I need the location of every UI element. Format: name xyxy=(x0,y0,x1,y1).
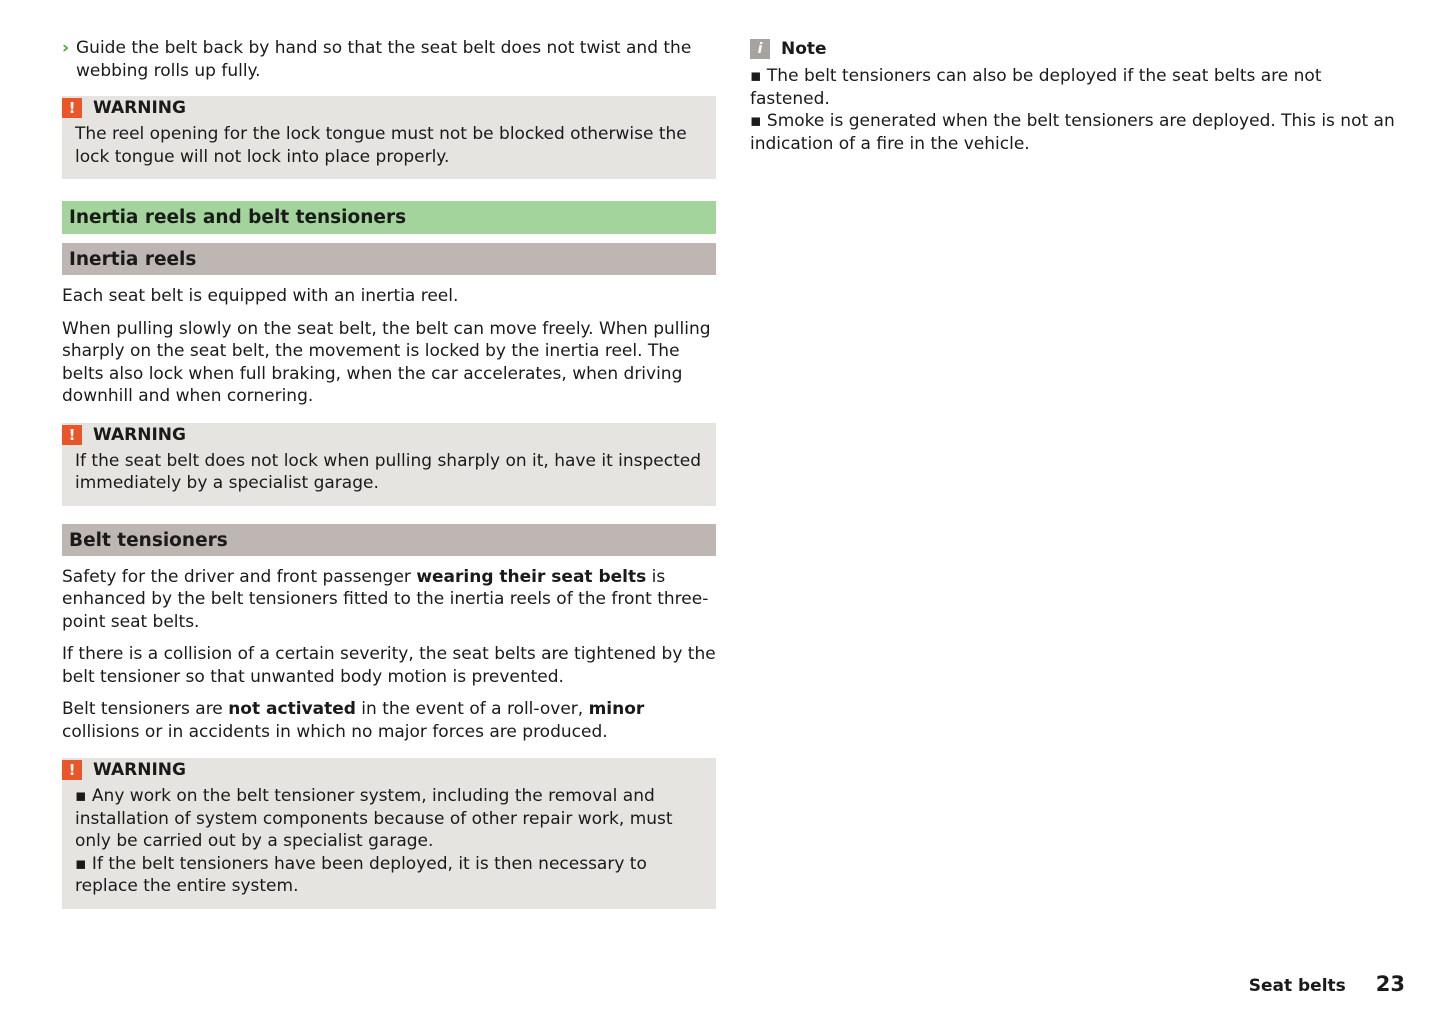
note-title: Note xyxy=(781,39,827,59)
warning-box-tensioner-system xyxy=(62,758,716,909)
note-list-item: ▪ The belt tensioners can also be deployed if the seat belts are not fastened. xyxy=(750,66,1322,109)
tensioners-paragraph-1: Safety for the driver and front passenger wearing their seat belts is enhanced by the belt tensioners fitted to the inertia reels of the front three-point seat belts. xyxy=(62,566,709,632)
page-number: 23 xyxy=(1375,972,1405,996)
tensioners-paragraph-2: If there is a collision of a certain severity, the seat belts are tightened by the belt tensioner so that unwanted body motion is prevented. xyxy=(62,644,716,687)
note-header xyxy=(750,38,1400,60)
tensioners-paragraph-3: Belt tensioners are not activated in the event of a roll-over, minor collisions or in accidents in which no major forces are produced. xyxy=(62,699,645,742)
step-text: Guide the belt back by hand so that the seat belt does not twist and the webbing rolls up fully. xyxy=(76,38,692,81)
warning-title: WARNING xyxy=(93,424,186,445)
subsection-heading-belt-tensioners: Belt tensioners xyxy=(62,524,716,556)
warning-list-item: ▪ Any work on the belt tensioner system, including the removal and installation of system components because of other repair work, must only be carried out by a specialist garage. xyxy=(75,786,673,851)
warning-text: The reel opening for the lock tongue must not be blocked otherwise the lock tongue will not lock into place properly. xyxy=(75,124,687,167)
warning-icon: ! xyxy=(62,425,82,445)
warning-icon: ! xyxy=(62,98,82,118)
footer-section-title: Seat belts xyxy=(1248,976,1346,996)
inertia-paragraph-2: When pulling slowly on the seat belt, the belt can move freely. When pulling sharply on the seat belt, the movement is locked by the inertia reel. The belts also lock when full braking, when the car accelerates, when driving downhill and when cornering. xyxy=(62,318,711,406)
warning-box-lock-tongue xyxy=(62,96,716,179)
emphasis-minor: minor xyxy=(588,699,645,719)
warning-header xyxy=(62,758,703,781)
warning-title: WARNING xyxy=(93,98,186,118)
emphasis-wearing-seat-belts: wearing their seat belts xyxy=(416,566,647,587)
section-heading: Inertia reels and belt tensioners xyxy=(62,201,716,234)
warning-header xyxy=(62,423,703,446)
step-arrow-icon: › xyxy=(62,38,70,58)
left-column xyxy=(62,36,716,909)
warning-header xyxy=(62,96,703,119)
warning-list-item: ▪ If the belt tensioners have been deployed, it is then necessary to replace the entire system. xyxy=(75,853,647,896)
right-column xyxy=(750,36,1400,155)
warning-box-inspection xyxy=(62,423,716,506)
warning-icon: ! xyxy=(62,760,82,780)
note-list-item: ▪ Smoke is generated when the belt tensioners are deployed. This is not an indication of a fire in the vehicle. xyxy=(750,111,1395,154)
info-icon: i xyxy=(750,39,770,59)
warning-title: WARNING xyxy=(93,760,186,780)
inertia-paragraph-1: Each seat belt is equipped with an inertia reel. xyxy=(62,286,459,306)
instruction-step xyxy=(62,37,716,82)
emphasis-not-activated: not activated xyxy=(228,699,356,719)
subsection-heading-inertia-reels: Inertia reels xyxy=(62,243,716,275)
page-footer xyxy=(1249,972,1405,996)
warning-text: If the seat belt does not lock when pulling sharply on it, have it inspected immediately by a specialist garage. xyxy=(75,450,702,493)
